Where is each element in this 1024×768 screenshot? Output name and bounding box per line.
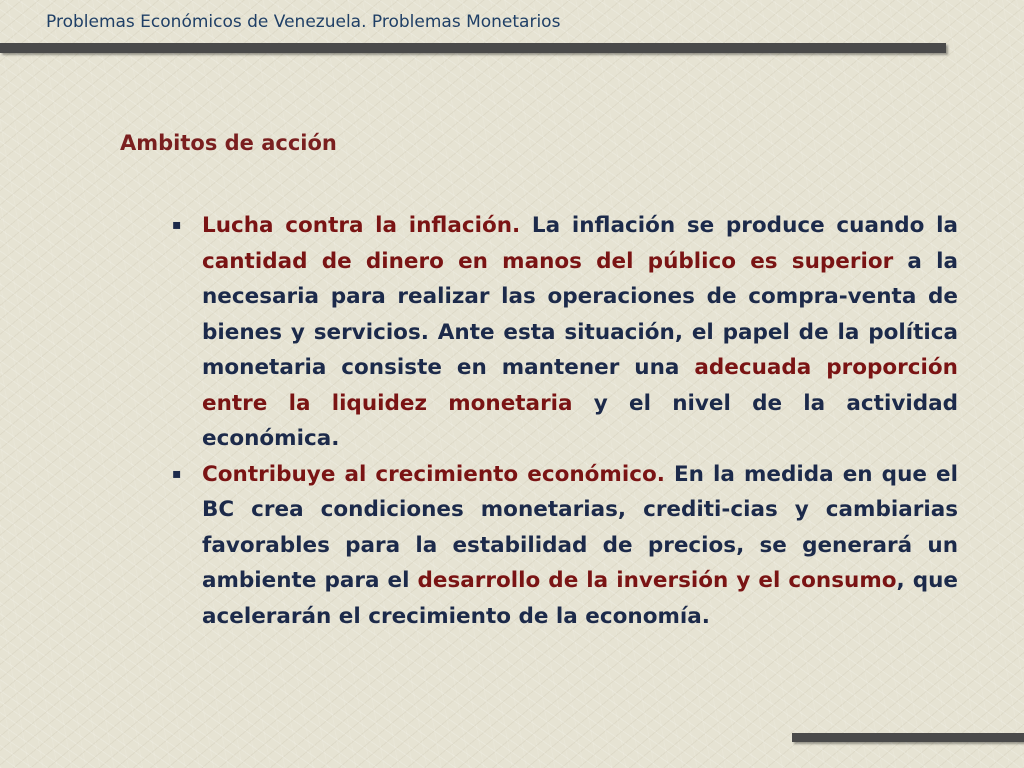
bottom-divider-bar xyxy=(792,733,1024,742)
bullet-emphasis: cantidad de dinero en manos del público es superior xyxy=(202,248,894,274)
square-bullet-icon: ▪ xyxy=(172,217,182,233)
header-title: Problemas Económicos de Venezuela. Problemas Monetarios xyxy=(46,12,561,32)
bullet-item-inflation xyxy=(170,208,958,457)
bullet-text: En la medida en que el BC crea condiciones monetarias, crediti-cias y cambiarias favorables para la estabilidad de precios, se generará un ambiente para el xyxy=(202,461,958,593)
bullet-emphasis: adecuada proporción entre la liquidez monetaria xyxy=(202,355,958,416)
bullet-text: La inflación se produce cuando la xyxy=(520,213,959,238)
bullet-title-growth: Contribuye al crecimiento económico. xyxy=(202,461,665,487)
square-bullet-icon: ▪ xyxy=(172,465,182,482)
bullet-title-inflation: Lucha contra la inflación. xyxy=(202,213,521,238)
section-heading: Ambitos de acción xyxy=(120,131,337,155)
top-divider-bar xyxy=(0,43,946,53)
bullet-item-growth xyxy=(170,457,958,635)
bullet-text: y el nivel de la actividad económica. xyxy=(202,390,958,451)
bullet-text: a la necesaria para realizar las operaciones de compra-venta de bienes y servicios. Ante esta situación, el papel de la política monetaria consiste en mantener una xyxy=(202,248,958,380)
bullet-text: , que acelerarán el crecimiento de la economía. xyxy=(202,568,958,629)
bullet-emphasis: desarrollo de la inversión y el consumo xyxy=(417,568,897,593)
bullet-list xyxy=(170,208,958,634)
